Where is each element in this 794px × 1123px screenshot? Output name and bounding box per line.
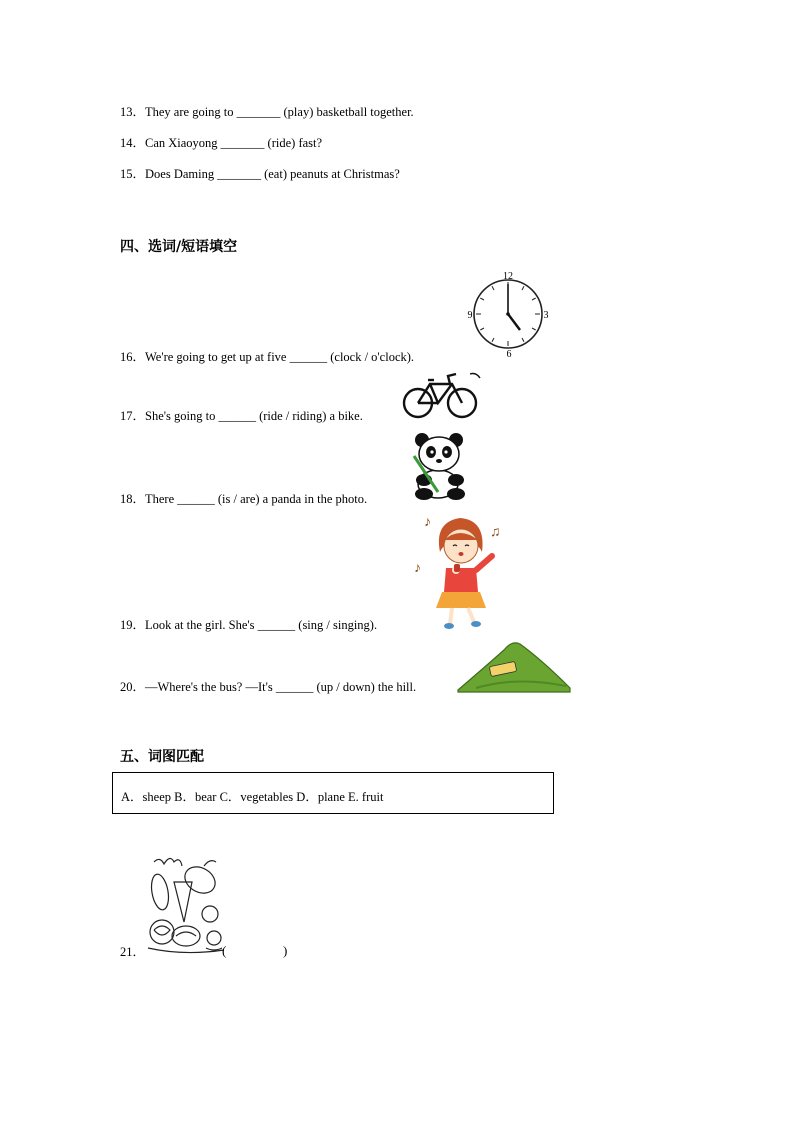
- options-box: [112, 772, 554, 814]
- section-5-heading: 五、词图匹配: [120, 749, 204, 765]
- answer-paren-close[interactable]: ): [283, 943, 288, 958]
- bicycle-icon: [400, 370, 486, 422]
- answer-paren-open[interactable]: (: [222, 943, 227, 958]
- question-14: 14．Can Xiaoyong _______ (ride) fast?: [120, 136, 323, 150]
- svg-text:♪: ♪: [424, 515, 431, 530]
- svg-text:♪: ♪: [414, 561, 421, 576]
- question-18: 18．There ______ (is / are) a panda in the photo.: [120, 492, 368, 506]
- question-21: 21．: [120, 945, 146, 959]
- singing-girl-icon: [412, 512, 508, 632]
- panda-icon: [410, 432, 480, 502]
- clock-number-3: 3: [543, 310, 549, 321]
- question-16: 16．We're going to get up at five ______ (clock / o'clock).: [120, 350, 415, 364]
- clock-number-6: 6: [506, 349, 512, 360]
- question-13: 13．They are going to _______ (play) basketball together.: [120, 105, 414, 119]
- hill-bus-icon: [456, 636, 572, 694]
- section-4-heading: 四、选词/短语填空: [120, 239, 238, 255]
- question-15: 15．Does Daming _______ (eat) peanuts at Christmas?: [120, 167, 400, 181]
- svg-text:♫: ♫: [490, 525, 501, 540]
- question-17: 17．She's going to ______ (ride / riding) a bike.: [120, 409, 363, 423]
- clock-number-9: 9: [467, 310, 473, 321]
- clock-icon: [466, 270, 552, 360]
- question-19: 19．Look at the girl. She's ______ (sing / singing).: [120, 618, 378, 632]
- vegetables-icon: [144, 852, 228, 956]
- options-text: A．sheep B．bear C．vegetables D．plane E. fruit: [121, 790, 384, 804]
- clock-number-12: 12: [503, 271, 513, 282]
- question-20: 20．—Where's the bus? —It's ______ (up / down) the hill.: [120, 680, 417, 694]
